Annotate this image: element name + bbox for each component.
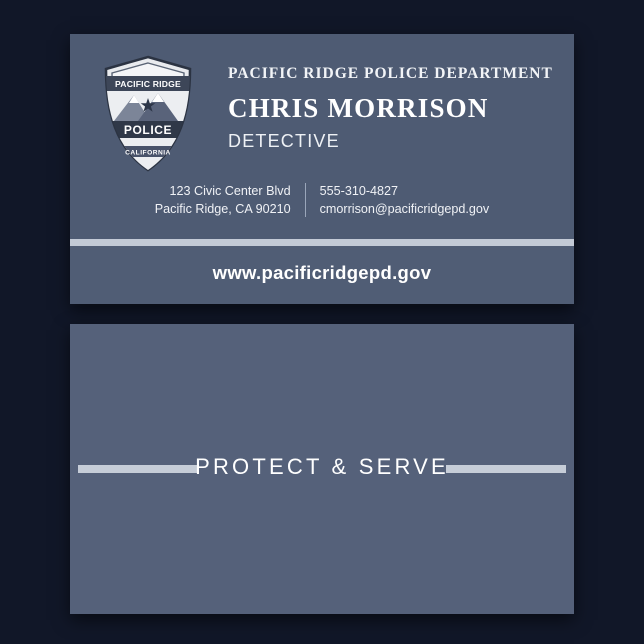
department-name: PACIFIC RIDGE POLICE DEPARTMENT [228,65,553,82]
address-line-1: 123 Civic Center Blvd [169,184,291,198]
svg-text:CALIFORNIA: CALIFORNIA [125,149,171,157]
police-badge-icon [100,54,196,174]
email-address: cmorrison@pacificridgepd.gov [319,202,490,216]
address-block [155,182,305,218]
svg-text:POLICE: POLICE [123,123,173,137]
phone-number: 555-310-4827 [319,184,399,198]
contact-block [306,182,490,218]
person-name: CHRIS MORRISON [228,93,489,123]
svg-text:PACIFIC RIDGE: PACIFIC RIDGE [115,79,181,89]
contact-row [70,182,574,218]
business-card-back [70,324,574,614]
person-title: DETECTIVE [228,131,340,151]
motto-text: PROTECT & SERVE [195,454,449,479]
business-card-front [70,34,574,304]
front-separator-rule [70,239,574,246]
address-line-2: Pacific Ridge, CA 90210 [154,202,291,216]
website-url: www.pacificridgepd.gov [212,262,432,283]
